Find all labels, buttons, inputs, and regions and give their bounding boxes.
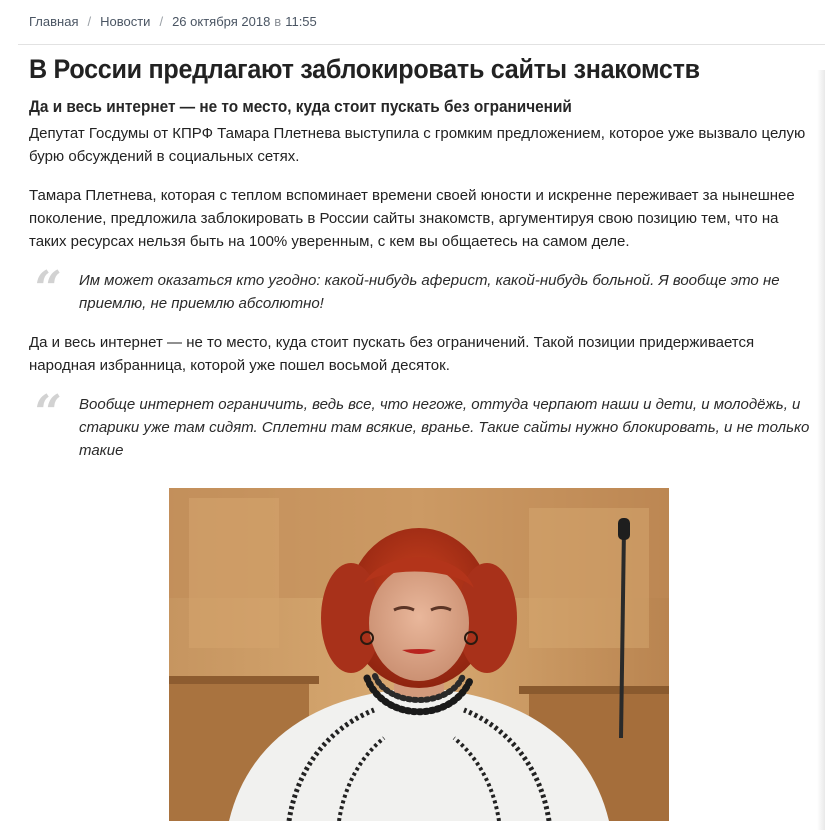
article-paragraph-1: Депутат Госдумы от КПРФ Тамара Плетнева выступила с громким предложением, которое уже вызвало целую бурю обсуждений в социальных сетях. <box>29 125 806 165</box>
article-paragraph-3: Да и весь интернет — не то место, куда стоит пускать без ограничений. Такой позиции придерживается народная избранница, которой уже пошел восьмой десяток. <box>29 334 755 374</box>
blockquote-2-text: Вообще интернет ограничить, ведь все, что негоже, оттуда черпают наши и дети, и молодёжь, и старики уже там сидят. Сплетни там всякие, вранье. Такие сайты нужно блокировать, и не только такие <box>79 396 810 459</box>
publish-in-word: в <box>274 13 282 29</box>
quote-mark-icon: “ <box>30 385 64 441</box>
article-title: В России предлагают заблокировать сайты знакомств <box>29 54 700 84</box>
breadcrumb-news-link[interactable]: Новости <box>100 13 151 29</box>
quote-mark-icon: “ <box>30 261 64 317</box>
breadcrumb <box>29 10 317 32</box>
article-page <box>18 0 825 830</box>
portrait-photo-illustration <box>169 488 669 821</box>
breadcrumb-home-link[interactable]: Главная <box>29 13 79 29</box>
breadcrumb-separator: / <box>87 13 92 29</box>
article-photo[interactable] <box>169 488 669 821</box>
publish-date: 26 октября 2018 <box>172 13 271 29</box>
page-edge-shadow <box>817 70 825 830</box>
publish-time: 11:55 <box>285 13 317 29</box>
breadcrumb-separator: / <box>159 13 164 29</box>
blockquote-1-text: Им может оказаться кто угодно: какой-нибудь аферист, какой-нибудь больной. Я вообще это не приемлю, не приемлю абсолютно! <box>79 272 780 312</box>
article-lead: Да и весь интернет — не то место, куда стоит пускать без ограничений <box>29 98 572 116</box>
article-paragraph-2: Тамара Плетнева, которая с теплом вспоминает времени своей юности и искренне переживает за нынешнее поколение, предложила заблокировать в России сайты знакомств, аргументируя свою позицию тем, что на таких ресурсах нельзя быть на 100% уверенным, с кем вы общаетесь на самом деле. <box>29 187 795 250</box>
header-divider <box>18 44 825 45</box>
